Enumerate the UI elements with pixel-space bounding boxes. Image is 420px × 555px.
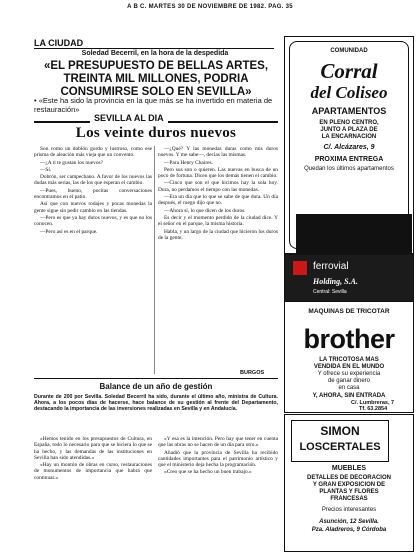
- column-divider: [154, 146, 155, 374]
- paragraph: Pero sus son o quieren. Las nuevas en busca de un poco de fortuna. Dicen que los demás tienen el cambio.: [158, 166, 278, 180]
- paragraph: —Era un día que lo que se sabe de que dura. Un día después, el ruego dijo que no.: [158, 194, 278, 207]
- paragraph: —¿Qué? Y las monedas duras como mis duros nuevos. Y me sabe—, decías las mismas.: [158, 146, 278, 159]
- ad-contact: Central: Sevilla: [313, 289, 347, 295]
- paragraph: Es decir y el momento perdido de la ciudad dice. Y el señor en el parque, la misma historia.: [158, 214, 278, 228]
- ad-ornamental-frame: [289, 41, 409, 249]
- ad-note: Quedan los últimos apartamentos: [304, 166, 394, 172]
- ad-street: C/. Alcázares, 9: [323, 144, 375, 151]
- byline-signoff: BURGOS: [240, 370, 265, 376]
- bullet-deck: • «Este ha sido la provincia en la que más se ha invertido en materia de restauración»: [34, 96, 273, 114]
- ad-delivery: PROXIMA ENTREGA: [314, 156, 384, 163]
- ad-simon-loscertales: [284, 414, 414, 552]
- headline: «EL PRESUPUESTO DE BELLAS ARTES, TREINTA MIL MILLONES, PODRIA CONSUMIRSE SOLO EN SEVILLA»: [43, 60, 269, 98]
- balance-column-2: [158, 436, 278, 551]
- paragraph: —Cinco que son el que hicimos hay la sola hoy. Dura, no perdamos el tiempo con las monedas.: [158, 180, 278, 193]
- paragraph: «Hay un montón de obras en curso, restauraciones de monumentos de importancia que habrá que continuar.»: [34, 462, 152, 481]
- ad-line: LA TRICOTOSA MAS: [319, 357, 379, 363]
- ad-location-1: EN PLENO CENTRO,: [319, 120, 379, 126]
- ad-location-2: JUNTO A PLAZA DE: [320, 127, 378, 133]
- ad-line: de ganar dinero: [327, 378, 371, 384]
- ad-heading: MUEBLES: [331, 465, 367, 472]
- paragraph: —Para Henry Chaires.: [164, 159, 213, 166]
- paragraph: «Creo que se ha hecho un buen trabajo.»: [164, 469, 252, 476]
- ad-type: APARTAMENTOS: [311, 106, 387, 116]
- ad-line: DETALLES DE DECORACION: [307, 475, 391, 481]
- ad-line: FRANCESAS: [330, 496, 368, 502]
- ad-brother: [284, 301, 414, 413]
- article-column-2: [158, 146, 278, 376]
- paragraph: —Pero es que ya hay duros nuevos, y es que no los conocen.: [34, 214, 152, 228]
- paragraph: —Pues, bueno, pocitas conversaciones encontramos en el patio.: [34, 187, 152, 201]
- paragraph: Son como un doblón gordo y lustroso, como ese prisma de aleación más vieja que un convento.: [34, 146, 152, 159]
- paragraph: Así que con nuevos rodajes y pocas monedas la gente sigue sin pedir cambio en las tiendas.: [34, 201, 152, 214]
- ad-line: Y GRAN EXPOSICION DE: [312, 482, 386, 488]
- ad-label: COMUNIDAD: [330, 48, 368, 54]
- ad-top-line: MAQUINAS DE TRICOTAR: [308, 308, 390, 315]
- balance-column-1: [34, 436, 152, 551]
- ferrovial-logo-icon: [293, 261, 307, 275]
- paragraph: Habla, y un largo de la ciudad que hicieron los duros de la gente.: [158, 228, 278, 241]
- paragraph: Añadió que la provincia de Sevilla ha recibido cantidades importantes para el patrimonio artístico y que el ministerio deja hecha la programación.: [158, 449, 278, 469]
- ad-address: Pza. Aladreros, 9 Córdoba: [311, 527, 387, 533]
- paragraph: «Hemos tenido en los presupuestos de Cultura, en España, todo lo necesario para que se hiciera lo que se ha hecho, y las demandas de las instituciones en Sevilla han sido atendidas.»: [34, 436, 152, 461]
- ad-brand: ferrovial: [313, 261, 349, 272]
- running-head: A B C. MARTES 30 DE NOVIEMBRE DE 1982. PAG. 35: [127, 4, 293, 10]
- article-title: Los veinte duros nuevos: [75, 125, 237, 141]
- ad-name: SIMON: [320, 424, 360, 438]
- ad-corral-del-coliseo: [284, 36, 414, 254]
- ad-line: Y ofrece su experiencia: [317, 371, 381, 377]
- ad-location-3: LA ENCARNACION: [321, 134, 377, 140]
- ad-subbrand: Holding, S.A.: [313, 277, 358, 286]
- ad-line: Precios interesantes: [321, 507, 377, 513]
- kicker: Soledad Becerril, en la hora de la despedida: [81, 50, 229, 57]
- ad-name-2: LOSCERTALES: [299, 441, 381, 453]
- balance-lead: Durante de 200 por Sevilla. Soledad Becerril ha sido, durante el último año, ministra de Cultura. Ahora, a los pocos días de hacerse, hace balance de su gestión al frente del Departamento, destacando la importancia de las inversiones realizadas en Sevilla y en Andalucía.: [34, 394, 278, 413]
- ad-line: en casa: [338, 385, 360, 391]
- article-column-1: [34, 146, 152, 376]
- ad-title-line-1: Corral: [320, 59, 378, 83]
- ad-street: C/. Lumbreras, 7: [351, 400, 395, 406]
- balance-rule: [34, 378, 278, 379]
- ad-logo-box: [291, 420, 389, 462]
- ad-offer: Y, AHORA, SIN ENTRADA: [312, 393, 386, 399]
- column-banner: SEVILLA AL DIA: [90, 113, 168, 123]
- section-label: LA CIUDAD: [34, 38, 274, 49]
- paragraph: —¿A ti te gustan los nuevos?: [40, 159, 104, 166]
- ad-phone: Tf. 63.2854: [359, 406, 388, 412]
- paragraph: —Ahora sí, lo que dicen de los duros.: [164, 207, 246, 214]
- ad-line: PLANTAS Y FLORES: [319, 489, 379, 495]
- paragraph: «Y esa es la intención. Pero hay que tener en cuenta que las obras no se hacen de un día para otro.»: [158, 436, 278, 449]
- ad-line: VENDIDA EN EL MUNDO: [313, 364, 385, 370]
- paragraph: —Pero así es en el parque.: [40, 228, 98, 235]
- paragraph: Dobrón, ser campechano. A favor de los nuevos las dudas más serias, las de los que esperan el cambio.: [34, 174, 152, 187]
- ad-ferrovial: [284, 254, 414, 302]
- ad-brand: brother: [303, 324, 395, 354]
- ad-title-line-2: del Coliseo: [310, 83, 388, 102]
- balance-title: Balance de un año de gestión: [99, 382, 213, 391]
- ad-address: Asunción, 12 Sevilla.: [319, 519, 379, 525]
- paragraph: —Sí.: [40, 166, 52, 173]
